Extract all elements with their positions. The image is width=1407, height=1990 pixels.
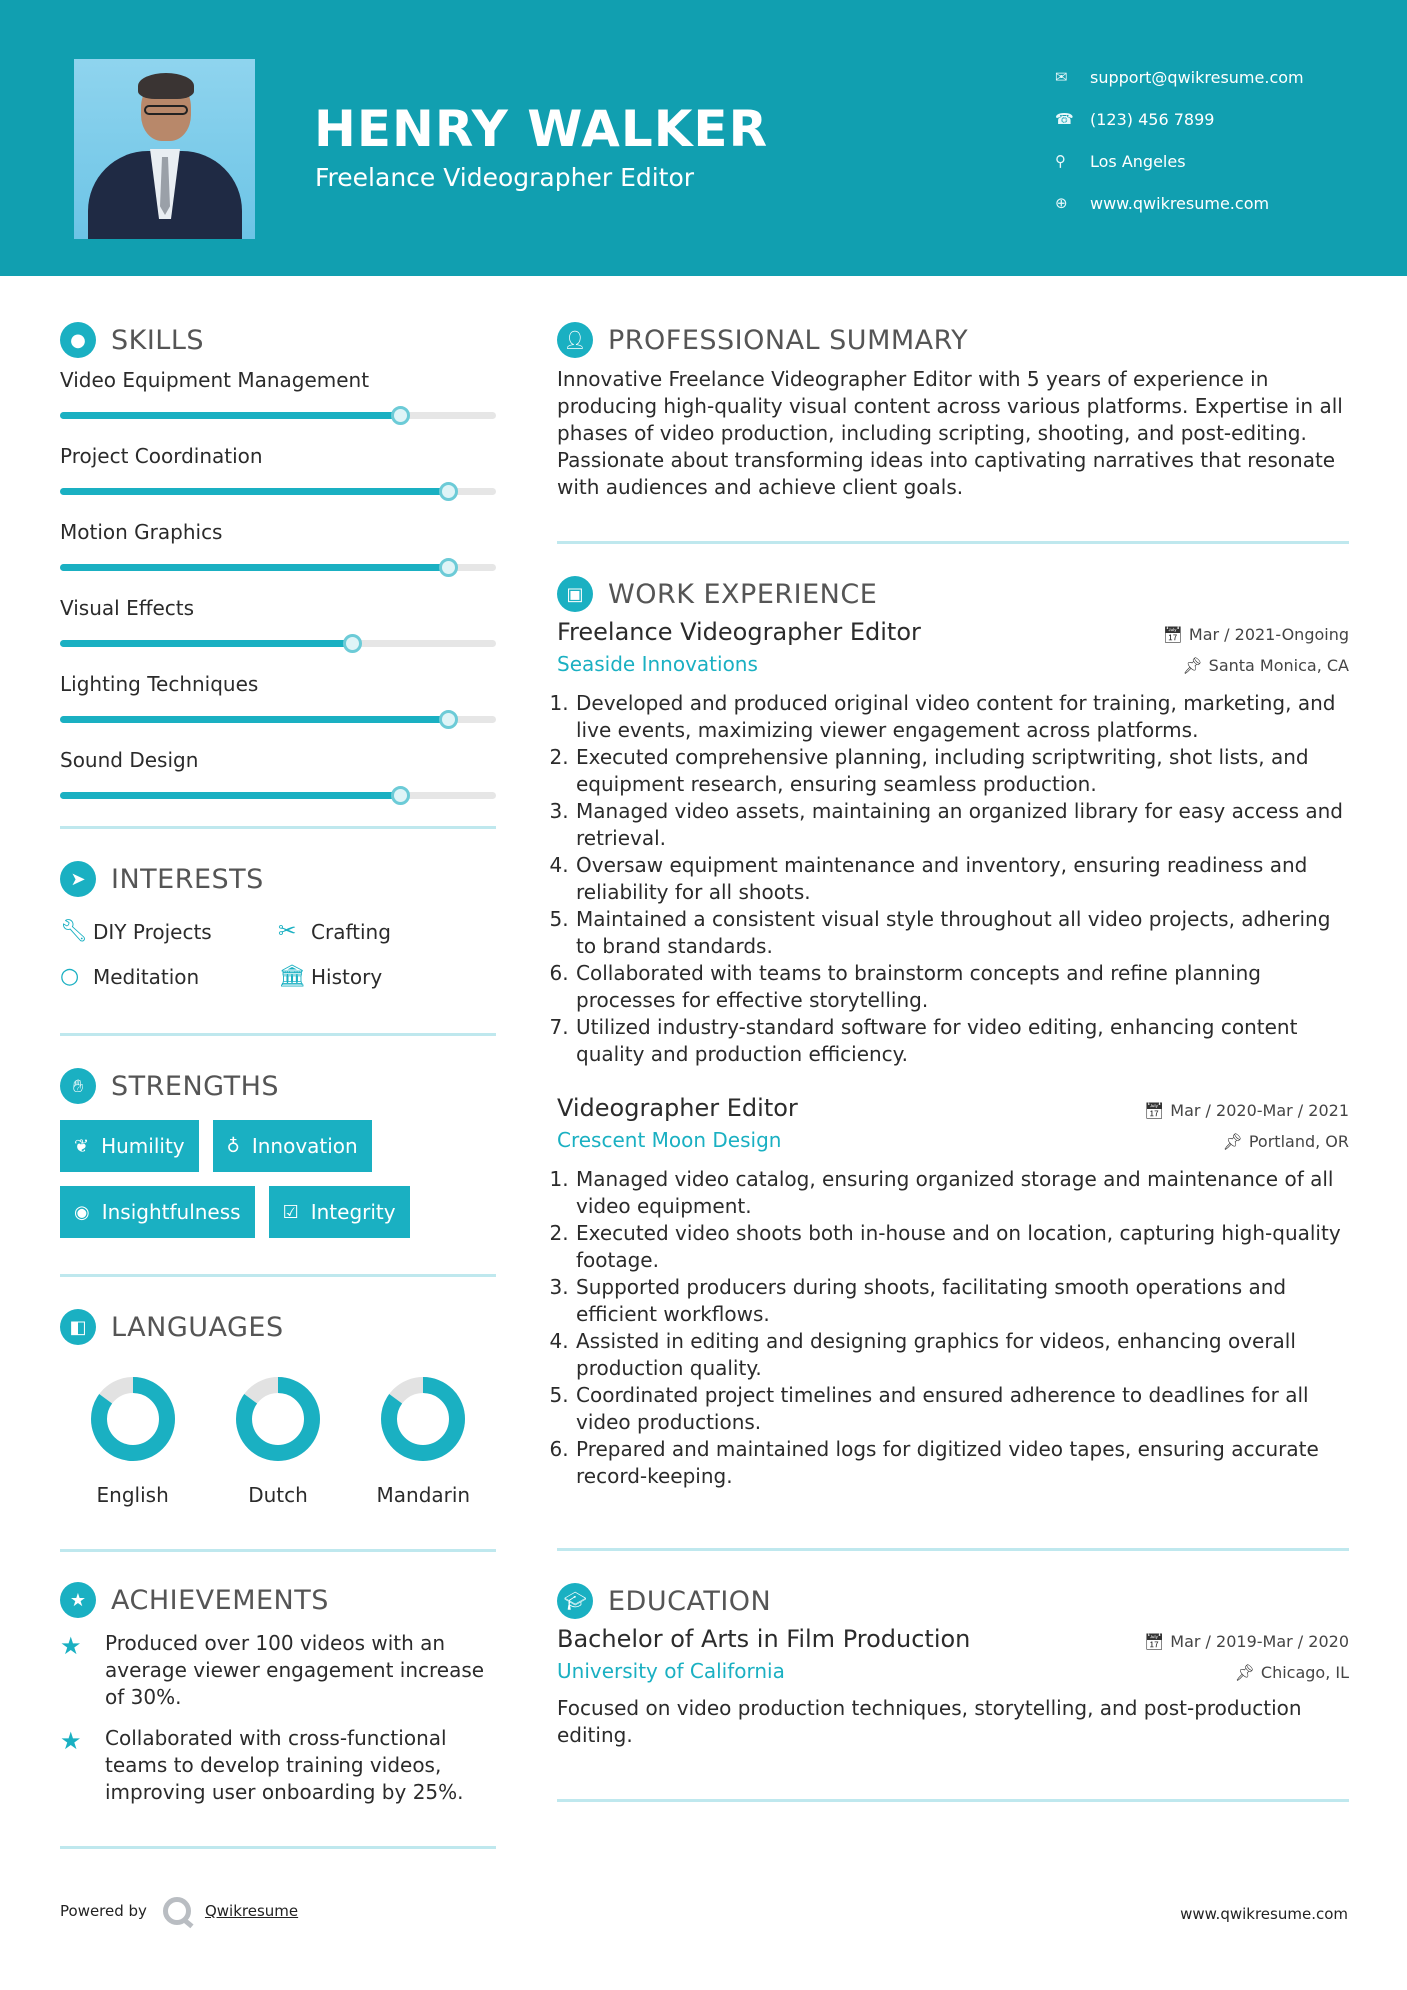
pin-icon: 📌︎ [1234,1663,1255,1682]
achievement-item: ★ Collaborated with cross-functional teams to develop training videos, improving user onboarding by 25%. [60,1726,464,1804]
language-level-ring [377,1373,469,1465]
job-date: 📅︎ Mar / 2020-Mar / 2021 [1143,1101,1349,1120]
list-item: 2. Executed video shoots both in-house and on location, capturing high-quality footage. [575,1220,1349,1274]
contact-location: ⚲ Los Angeles [1055,151,1186,171]
languages-list [60,1373,496,1507]
job-bullets [557,690,1349,1068]
footer-brand-link[interactable]: Qwikresume [204,1902,299,1920]
skill-name: Lighting Techniques [60,672,259,696]
strength-chip: ❦ Humility [60,1120,199,1172]
check-square-icon: ☑ [282,1201,299,1223]
divider [60,1549,496,1552]
list-item: 3. Supported producers during shoots, facilitating smooth operations and efficient workflows. [575,1274,1349,1328]
job-date: 📅︎ Mar / 2021-Ongoing [1162,625,1349,644]
education-location: 📌︎ Chicago, IL [1234,1663,1349,1682]
skill-level-knob [343,634,362,653]
job-company: Crescent Moon Design [557,1128,782,1152]
skill-level-knob [439,710,458,729]
divider [60,826,496,829]
summary-text: Innovative Freelance Videographer Editor with 5 years of experience in producing high-quality visual content across various platforms. Expertise in all phases of video production, including scripting, shooting, and post-editing. Passionate about transforming ideas into captivating narratives that resonate with audiences and achieve client goals. [557,367,1343,499]
skill-level-knob [391,406,410,425]
language-name: English [96,1483,169,1507]
language-icon: ◧ [60,1309,96,1345]
envelope-icon: ✉ [1055,68,1068,86]
lightbulb-icon: ♁ [226,1135,240,1157]
pin-icon: 📌︎ [1182,656,1203,675]
skill-level-fill [60,488,448,495]
strength-chip: ♁ Innovation [213,1120,372,1172]
skill-name: Project Coordination [60,444,263,468]
candidate-name: HENRY WALKER [314,100,769,158]
interests-list [60,909,496,999]
interest-item: ✂ Crafting [278,919,391,944]
star-badge-icon: ★ [60,1582,96,1618]
candidate-title: Freelance Videographer Editor [315,163,695,192]
job-role: Freelance Videographer Editor [557,618,921,646]
divider [557,541,1349,544]
profile-photo [74,59,255,239]
skill-level-knob [439,558,458,577]
skill-name: Motion Graphics [60,520,223,544]
star-icon: ★ [60,1727,82,1755]
skill-level-knob [391,786,410,805]
skill-item [60,364,496,440]
list-item: 4. Oversaw equipment maintenance and inventory, ensuring readiness and reliability for all shoots. [575,852,1349,906]
skill-item [60,516,496,592]
list-item: 7. Utilized industry-standard software for video editing, enhancing content quality and production efficiency. [575,1014,1349,1068]
qwikresume-logo-icon [163,1897,191,1925]
contact-list [1055,56,1304,224]
footer-website-link[interactable]: www.qwikresume.com [1180,1905,1348,1923]
language-item [205,1373,350,1507]
language-name: Dutch [248,1483,308,1507]
right-column [557,320,1349,1802]
skill-item [60,668,496,744]
skill-level-fill [60,792,400,799]
lightbulb-icon: ● [60,322,96,358]
calendar-icon: 📅︎ [1143,1632,1165,1651]
scissors-icon: ✂ [278,919,297,944]
skill-level-bar [60,564,496,571]
list-item: 3. Managed video assets, maintaining an organized library for easy access and retrieval. [575,798,1349,852]
education-heading: 🎓︎ EDUCATION [557,1581,1349,1621]
skill-level-bar [60,716,496,723]
list-item: 1. Developed and produced original video content for training, marketing, and live events, maximizing viewer engagement across platforms. [575,690,1349,744]
skill-item [60,592,496,668]
skill-level-bar [60,640,496,647]
resume-header [0,0,1407,276]
achievements-heading: ★ ACHIEVEMENTS [60,1580,496,1620]
job-location: 📌︎ Santa Monica, CA [1182,656,1349,675]
language-item [351,1373,496,1507]
eye-icon: ◉ [74,1201,90,1223]
divider [60,1846,496,1849]
list-item: 2. Executed comprehensive planning, including scriptwriting, shot lists, and equipment research, ensuring seamless production. [575,744,1349,798]
degree: Bachelor of Arts in Film Production [557,1625,971,1653]
divider [557,1799,1349,1802]
skill-level-fill [60,412,400,419]
leaf-icon: ❦ [74,1135,90,1157]
strength-chip: ◉ Insightfulness [60,1186,255,1238]
school: University of California [557,1659,785,1683]
star-icon: ★ [60,1632,82,1660]
summary-heading: 👤︎ PROFESSIONAL SUMMARY [557,320,1349,360]
user-icon: 👤︎ [557,322,593,358]
divider [60,1033,496,1036]
language-level-ring [87,1373,179,1465]
skill-level-fill [60,716,448,723]
list-item: 6. Prepared and maintained logs for digitized video tapes, ensuring accurate record-keeping. [575,1436,1349,1490]
contact-email[interactable]: ✉ support@qwikresume.com [1055,67,1304,87]
achievement-item: ★ Produced over 100 videos with an average viewer engagement increase of 30%. [60,1631,485,1709]
education-date: 📅︎ Mar / 2019-Mar / 2020 [1143,1632,1349,1651]
left-column [60,320,496,1849]
skill-item [60,744,496,820]
hand-icon: ✋︎ [60,1068,96,1104]
map-pin-icon: ⚲ [1055,152,1066,170]
skill-level-knob [439,482,458,501]
job-role: Videographer Editor [557,1094,798,1122]
skill-item [60,440,496,516]
skill-name: Sound Design [60,748,199,772]
education-description: Focused on video production techniques, storytelling, and post-production editing. [557,1696,1302,1747]
job-entry [557,1094,1349,1490]
strengths-heading: ✋︎ STRENGTHS [60,1066,496,1106]
museum-icon: 🏛︎ [278,964,306,989]
interests-heading: ➤ INTERESTS [60,859,496,899]
job-location: 📌︎ Portland, OR [1222,1132,1349,1151]
footer-powered-by: Powered by Qwikresume [60,1897,298,1925]
skills-heading: ● SKILLS [60,320,496,360]
circle-icon: ○ [60,964,80,989]
language-item [60,1373,205,1507]
skills-list [60,364,496,820]
list-item: 4. Assisted in editing and designing graphics for videos, enhancing overall production quality. [575,1328,1349,1382]
interest-item: 🏛︎ History [278,964,383,989]
skill-level-bar [60,412,496,419]
graduation-icon: 🎓︎ [557,1583,593,1619]
skill-level-fill [60,564,448,571]
skill-name: Visual Effects [60,596,195,620]
contact-website[interactable]: ⊕ www.qwikresume.com [1055,193,1270,213]
list-item: 1. Managed video catalog, ensuring organized storage and maintenance of all video equipment. [575,1166,1349,1220]
languages-heading: ◧ LANGUAGES [60,1307,496,1347]
skill-level-fill [60,640,352,647]
globe-icon: ⊕ [1055,194,1068,212]
pin-icon: 📌︎ [1222,1132,1243,1151]
job-entry [557,618,1349,1068]
list-item: 5. Maintained a consistent visual style throughout all video projects, adhering to brand standards. [575,906,1349,960]
job-company: Seaside Innovations [557,652,758,676]
job-bullets [557,1166,1349,1490]
skill-name: Video Equipment Management [60,368,370,392]
interest-item: 🔧︎ DIY Projects [60,919,212,944]
skill-level-bar [60,488,496,495]
interest-item: ○ Meditation [60,964,200,989]
contact-phone[interactable]: ☎ (123) 456 7899 [1055,109,1215,129]
phone-icon: ☎ [1055,110,1074,128]
divider [60,1274,496,1277]
wrench-icon: 🔧︎ [60,919,88,944]
experience-heading: ▣ WORK EXPERIENCE [557,574,1349,614]
list-item: 5. Coordinated project timelines and ensured adherence to deadlines for all video productions. [575,1382,1349,1436]
language-name: Mandarin [376,1483,471,1507]
divider [557,1548,1349,1551]
education-entry [557,1625,1349,1749]
calendar-icon: 📅︎ [1143,1101,1165,1120]
briefcase-icon: ▣ [557,576,593,612]
paper-plane-icon: ➤ [60,861,96,897]
skill-level-bar [60,792,496,799]
list-item: 6. Collaborated with teams to brainstorm concepts and refine planning processes for effective storytelling. [575,960,1349,1014]
calendar-icon: 📅︎ [1162,625,1183,644]
language-level-ring [232,1373,324,1465]
strengths-list [60,1120,496,1238]
strength-chip: ☑ Integrity [269,1186,410,1238]
